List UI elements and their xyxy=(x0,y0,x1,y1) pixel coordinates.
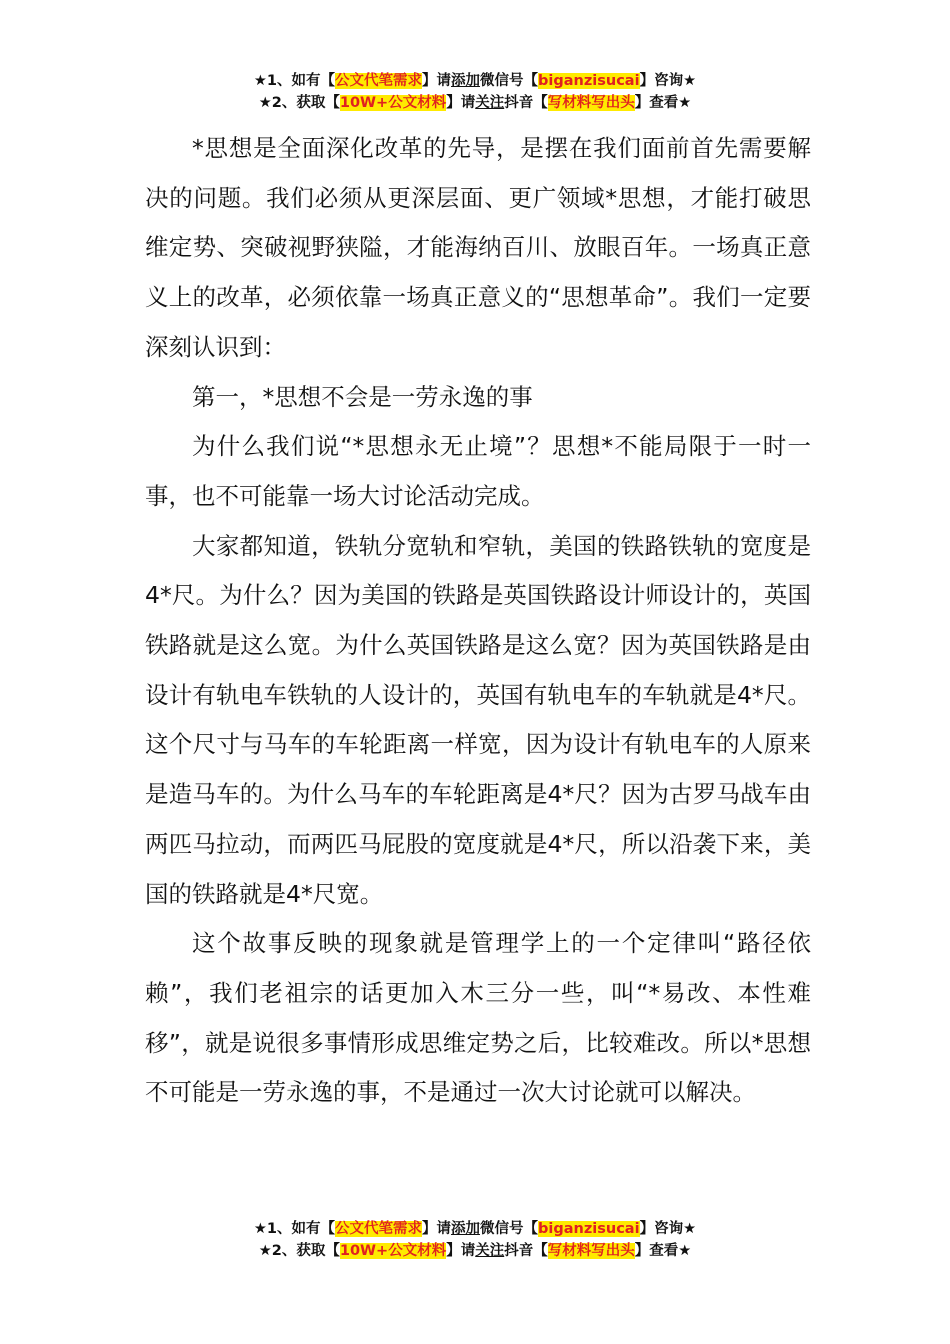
highlight-wechat-id: biganzisucai xyxy=(538,1221,640,1237)
banner-text: 】查看★ xyxy=(634,95,692,111)
highlight-douyin-account: 写材料写出头 xyxy=(547,95,635,111)
highlight-douyin-account: 写材料写出头 xyxy=(547,1243,635,1259)
banner-underlined: 关注 xyxy=(475,95,505,111)
highlight-materials: 10W+公文材料 xyxy=(339,95,447,111)
banner-text: 】咨询★ xyxy=(639,73,697,89)
highlight-materials: 10W+公文材料 xyxy=(339,1243,447,1259)
banner-text: 抖音【 xyxy=(504,1243,548,1259)
highlight-service: 公文代笔需求 xyxy=(335,1221,423,1237)
paragraph: 为什么我们说“*思想永无止境”？思想*不能局限于一时一事，也不可能靠一场大讨论活动完成。 xyxy=(145,432,811,510)
header-banner xyxy=(0,70,950,114)
banner-text: 】查看★ xyxy=(634,1243,692,1259)
banner-text: ★1、如有【 xyxy=(253,73,336,89)
banner-underlined: 关注 xyxy=(475,1243,505,1259)
banner-line-2 xyxy=(0,1240,950,1262)
banner-line-1 xyxy=(0,70,950,92)
footer-banner xyxy=(0,1218,950,1262)
banner-text: 】请 xyxy=(422,73,452,89)
paragraph: 大家都知道，铁轨分宽轨和窄轨，美国的铁路铁轨的宽度是4*尺。为什么？因为美国的铁路是英国铁路设计师设计的，英国铁路就是这么宽。为什么英国铁路是这么宽？因为英国铁路是由设计有轨电车铁轨的人设计的，英国有轨电车的车轨就是4*尺。这个尺寸与马车的车轮距离一样宽，因为设计有轨电车的人原来是造马车的。为什么马车的车轮距离是4*尺？因为古罗马战车由两匹马拉动，而两匹马屁股的宽度就是4*尺，所以沿袭下来，美国的铁路就是4*尺宽。 xyxy=(145,531,811,908)
banner-text: 】请 xyxy=(422,1221,452,1237)
banner-line-1 xyxy=(0,1218,950,1240)
banner-underlined: 添加 xyxy=(451,1221,481,1237)
section-heading: 第一，*思想不会是一劳永逸的事 xyxy=(192,382,533,411)
banner-text: 微信号【 xyxy=(480,73,539,89)
banner-text: 】请 xyxy=(446,1243,476,1259)
paragraph: *思想是全面深化改革的先导，是摆在我们面前首先需要解决的问题。我们必须从更深层面、更广领域*思想，才能打破思维定势、突破视野狭隘，才能海纳百川、放眼百年。一场真正意义上的改革，必须依靠一场真正意义的“思想革命”。我们一定要深刻认识到： xyxy=(145,134,811,361)
banner-text: 】咨询★ xyxy=(639,1221,697,1237)
highlight-service: 公文代笔需求 xyxy=(335,73,423,89)
document-body xyxy=(145,124,811,1118)
banner-text: ★1、如有【 xyxy=(253,1221,336,1237)
banner-line-2 xyxy=(0,92,950,114)
banner-text: 抖音【 xyxy=(504,95,548,111)
highlight-wechat-id: biganzisucai xyxy=(538,73,640,89)
banner-text: ★2、获取【 xyxy=(258,95,340,111)
paragraph: 这个故事反映的现象就是管理学上的一个定律叫“路径依赖”，我们老祖宗的话更加入木三分一些，叫“*易改、本性难移”，就是说很多事情形成思维定势之后，比较难改。所以*思想不可能是一劳永逸的事，不是通过一次大讨论就可以解决。 xyxy=(145,929,811,1107)
banner-underlined: 添加 xyxy=(451,73,481,89)
banner-text: 微信号【 xyxy=(480,1221,539,1237)
banner-text: 】请 xyxy=(446,95,476,111)
banner-text: ★2、获取【 xyxy=(258,1243,340,1259)
